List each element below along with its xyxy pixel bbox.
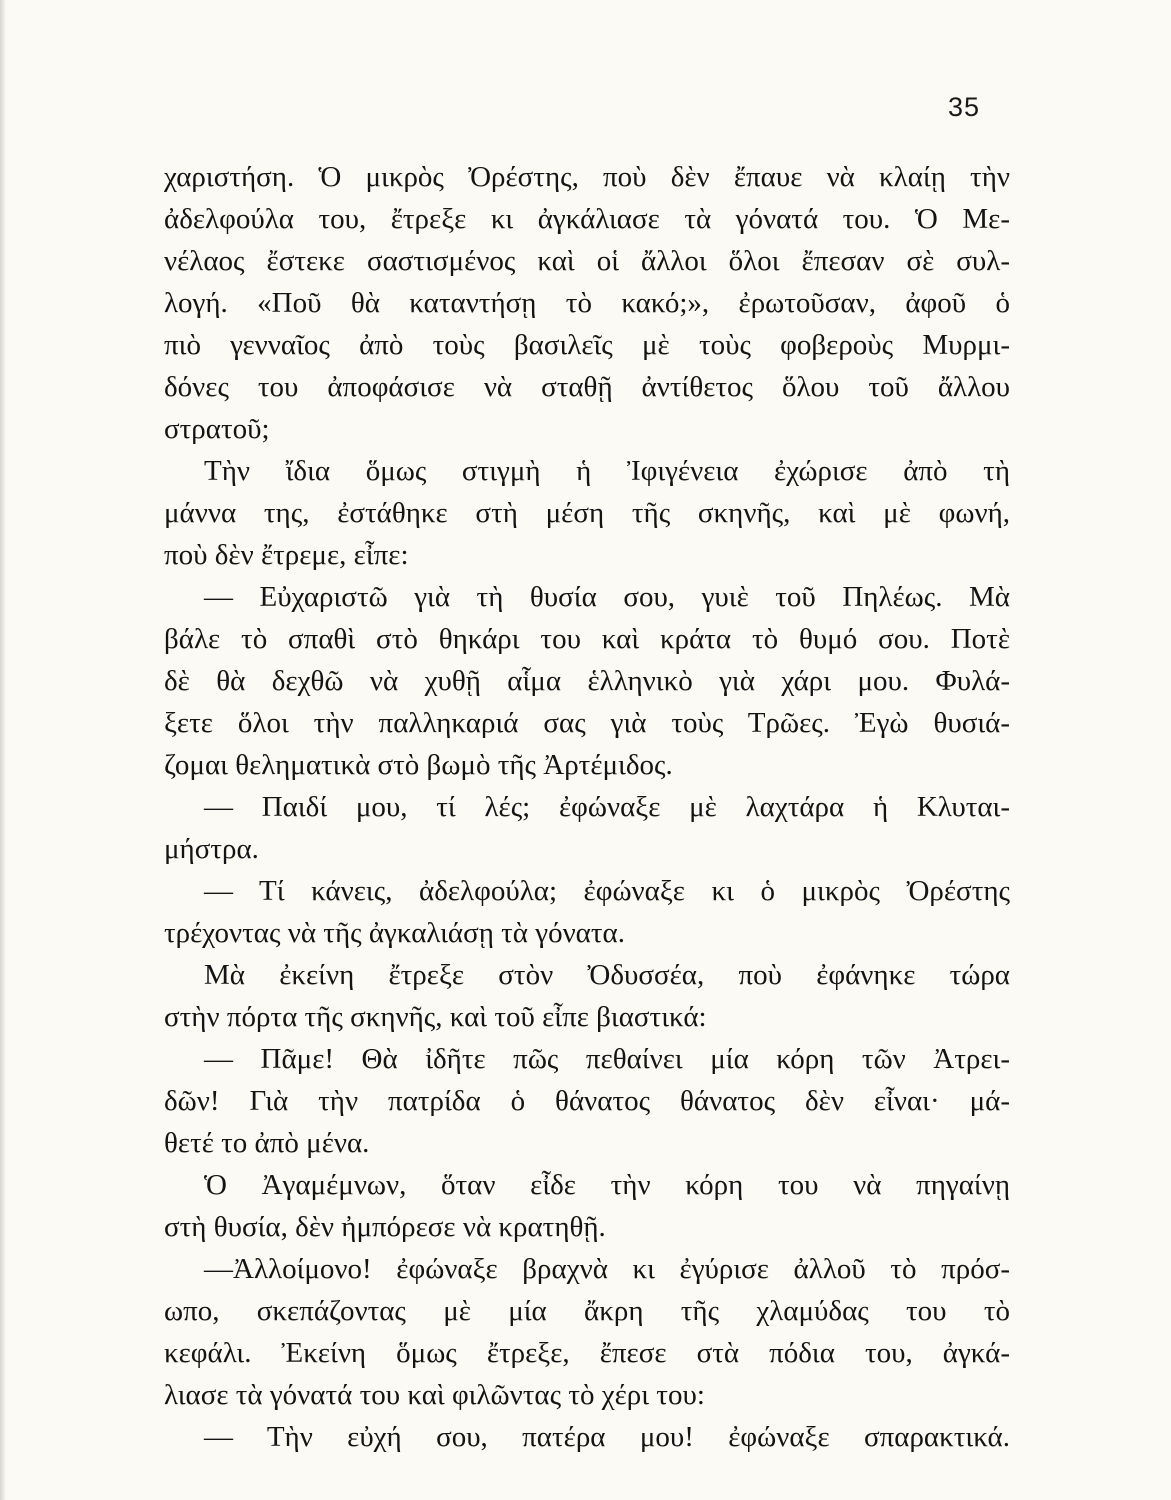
text-line: βάλε τὸ σπαθὶ στὸ θηκάρι του καὶ κράτα τὸ θυμό σου. Ποτὲ xyxy=(164,623,1010,655)
text-line: — Τὴν εὐχή σου, πατέρα μου! ἐφώναξε σπαρακτικά. xyxy=(204,1421,1010,1453)
text-line: τρέχοντας νὰ τῆς ἀγκαλιάσῃ τὰ γόνατα. xyxy=(164,917,625,949)
text-line: μάννα της, ἐστάθηκε στὴ μέση τῆς σκηνῆς, καὶ μὲ φωνή, xyxy=(164,497,1010,529)
text-line: λογή. «Ποῦ θὰ καταντήσῃ τὸ κακό;», ἐρωτοῦσαν, ἀφοῦ ὁ xyxy=(164,287,1010,319)
page-edge-shadow xyxy=(0,0,6,1500)
text-line: στρατοῦ; xyxy=(164,413,270,445)
text-line: — Πᾶμε! Θὰ ἰδῆτε πῶς πεθαίνει μία κόρη τῶν Ἀτρει- xyxy=(204,1043,1010,1075)
text-line: ἀδελφούλα του, ἔτρεξε κι ἀγκάλιασε τὰ γόνατά του. Ὁ Με- xyxy=(164,203,1010,235)
text-line: — Παιδί μου, τί λές; ἐφώναξε μὲ λαχτάρα ἡ Κλυται- xyxy=(204,791,1010,823)
text-line: νέλαος ἔστεκε σαστισμένος καὶ οἱ ἄλλοι ὅλοι ἔπεσαν σὲ συλ- xyxy=(164,245,1010,277)
text-line: Μὰ ἐκείνη ἔτρεξε στὸν Ὀδυσσέα, ποὺ ἐφάνηκε τώρα xyxy=(204,959,1010,991)
text-line: λιασε τὰ γόνατά του καὶ φιλῶντας τὸ χέρι του: xyxy=(164,1379,705,1411)
text-line: Ὁ Ἀγαμέμνων, ὅταν εἶδε τὴν κόρη του νὰ πηγαίνῃ xyxy=(204,1169,1010,1201)
text-line: ζομαι θεληματικὰ στὸ βωμὸ τῆς Ἀρτέμιδος. xyxy=(164,749,673,781)
text-line: χαριστήση. Ὁ μικρὸς Ὀρέστης, ποὺ δὲν ἔπαυε νὰ κλαίῃ τὴν xyxy=(164,161,1010,193)
text-line: — Τί κάνεις, ἀδελφούλα; ἐφώναξε κι ὁ μικρὸς Ὀρέστης xyxy=(204,875,1010,907)
text-line: —Ἀλλοίμονο! ἐφώναξε βραχνὰ κι ἐγύρισε ἀλλοῦ τὸ πρόσ- xyxy=(204,1253,1010,1285)
text-line: δόνες του ἀποφάσισε νὰ σταθῇ ἀντίθετος ὅλου τοῦ ἄλλου xyxy=(164,371,1010,403)
text-line: δῶν! Γιὰ τὴν πατρίδα ὁ θάνατος θάνατος δὲν εἶναι· μά- xyxy=(164,1085,1010,1117)
text-line: κεφάλι. Ἐκείνη ὅμως ἔτρεξε, ἔπεσε στὰ πόδια του, ἀγκά- xyxy=(164,1337,1010,1369)
page-number: 35 xyxy=(947,92,980,122)
text-line: ξετε ὅλοι τὴν παλληκαριά σας γιὰ τοὺς Τρῶες. Ἐγὼ θυσιά- xyxy=(164,707,1010,739)
text-line: Τὴν ἴδια ὅμως στιγμὴ ἡ Ἰφιγένεια ἐχώρισε ἀπὸ τὴ xyxy=(204,455,1010,487)
text-line: στὴν πόρτα τῆς σκηνῆς, καὶ τοῦ εἶπε βιαστικά: xyxy=(164,1001,707,1033)
text-line: πιὸ γενναῖος ἀπὸ τοὺς βασιλεῖς μὲ τοὺς φοβεροὺς Μυρμι- xyxy=(164,329,1010,361)
body-text xyxy=(164,156,1010,1458)
text-line: ωπο, σκεπάζοντας μὲ μία ἄκρη τῆς χλαμύδας του τὸ xyxy=(164,1295,1010,1327)
text-line: στὴ θυσία, δὲν ἠμπόρεσε νὰ κρατηθῇ. xyxy=(164,1211,606,1243)
text-line: δὲ θὰ δεχθῶ νὰ χυθῇ αἷμα ἑλληνικὸ γιὰ χάρι μου. Φυλά- xyxy=(164,665,1010,697)
text-line: — Εὐχαριστῶ γιὰ τὴ θυσία σου, γυιὲ τοῦ Πηλέως. Μὰ xyxy=(204,581,1010,613)
text-line: θετέ το ἀπὸ μένα. xyxy=(164,1127,370,1159)
text-line: μήστρα. xyxy=(164,833,259,865)
text-line: ποὺ δὲν ἔτρεμε, εἶπε: xyxy=(164,539,409,571)
